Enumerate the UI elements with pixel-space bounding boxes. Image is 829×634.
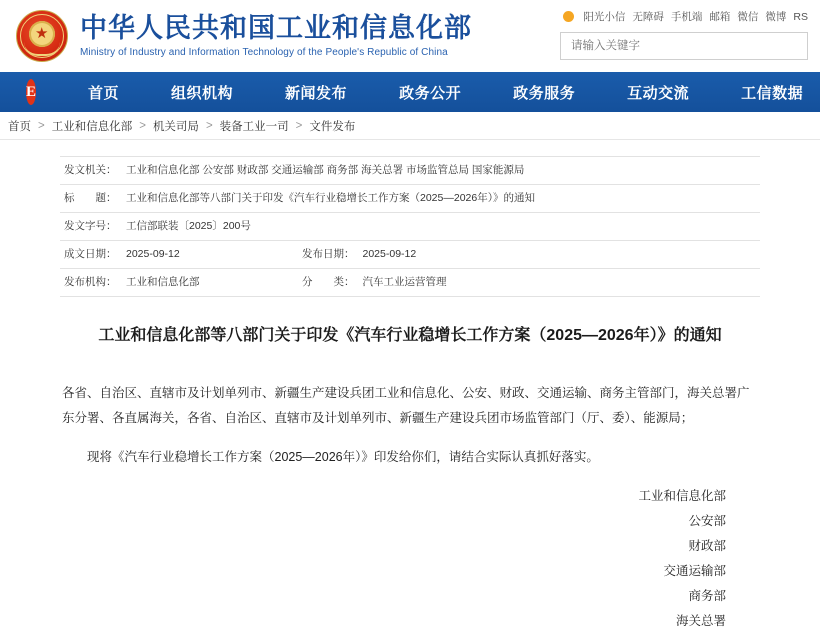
meta-label-docnum: 发文字号： bbox=[64, 220, 117, 232]
table-row bbox=[60, 157, 760, 185]
breadcrumb-separator: > bbox=[295, 119, 303, 132]
breadcrumb-item-3[interactable]: 装备工业一司 bbox=[219, 120, 289, 133]
nav-logo-icon[interactable]: E bbox=[26, 79, 36, 105]
site-header bbox=[0, 0, 820, 72]
meta-label-title: 标 题： bbox=[64, 192, 117, 204]
nav-item-affairs-public[interactable]: 政务公开 bbox=[399, 84, 462, 102]
sun-icon bbox=[563, 11, 574, 22]
document-paragraph-0: 各省、自治区、直辖市及计划单列市、新疆生产建设兵团工业和信息化、公安、财政、交通运输、商务主管部门，海关总署广东分署、各直属海关，各省、自治区、直辖市及计划单列市、新疆生产建设兵团市场监管部门（厅、委）、能源局； bbox=[62, 386, 750, 425]
top-link-3[interactable]: 邮箱 bbox=[709, 11, 731, 23]
meta-label-issuer: 发文机关： bbox=[64, 164, 117, 176]
signer-2: 财政部 bbox=[688, 539, 726, 553]
document-paragraph-1: 现将《汽车行业稳增长工作方案（2025—2026年）》印发给你们，请结合实际认真抓好落实。 bbox=[87, 450, 599, 464]
site-title-cn: 中华人民共和国工业和信息化部 bbox=[80, 13, 472, 43]
signer-3: 交通运输部 bbox=[663, 564, 726, 578]
meta-value-publisher: 工业和信息化部 bbox=[126, 276, 200, 288]
meta-label-completion-date: 成文日期： bbox=[64, 248, 117, 260]
national-emblem-icon: ★ bbox=[14, 8, 70, 64]
nav-item-data[interactable]: 工信数据 bbox=[741, 84, 804, 102]
nav-item-interaction[interactable]: 互动交流 bbox=[627, 84, 690, 102]
site-title-block bbox=[80, 12, 472, 60]
meta-value-title: 工业和信息化部等八部门关于印发《汽车行业稳增长工作方案（2025—2026年）》的通知 bbox=[126, 192, 535, 204]
breadcrumb-item-1[interactable]: 工业和信息化部 bbox=[51, 120, 133, 133]
meta-label-publish-date: 发布日期： bbox=[302, 248, 355, 260]
page-title: 工业和信息化部等八部门关于印发《汽车行业稳增长工作方案（2025—2026年）》的通知 bbox=[98, 327, 722, 344]
search-input[interactable] bbox=[569, 39, 799, 53]
breadcrumb-separator: > bbox=[205, 119, 213, 132]
top-link-6[interactable]: RS bbox=[793, 10, 808, 23]
breadcrumb-separator: > bbox=[139, 119, 146, 132]
header-utility-area bbox=[560, 0, 808, 60]
document-body bbox=[60, 359, 760, 470]
breadcrumb bbox=[0, 112, 820, 140]
nav-item-home[interactable]: 首页 bbox=[88, 84, 120, 102]
meta-label-publisher: 发布机构： bbox=[64, 276, 117, 288]
signer-0: 工业和信息化部 bbox=[638, 489, 726, 503]
document-content bbox=[0, 140, 820, 634]
main-nav bbox=[0, 72, 820, 112]
top-link-2[interactable]: 手机端 bbox=[670, 11, 703, 23]
breadcrumb-item-4[interactable]: 文件发布 bbox=[309, 120, 356, 133]
breadcrumb-separator: > bbox=[38, 119, 45, 132]
table-row bbox=[60, 269, 760, 297]
breadcrumb-item-2[interactable]: 机关司局 bbox=[152, 120, 199, 133]
top-link-0[interactable]: 阳光小信 bbox=[583, 11, 626, 23]
top-link-4[interactable]: 微信 bbox=[737, 11, 759, 23]
document-signers bbox=[60, 484, 760, 634]
search-box[interactable] bbox=[560, 32, 808, 60]
nav-item-news[interactable]: 新闻发布 bbox=[285, 84, 348, 102]
signer-5: 海关总署 bbox=[675, 614, 726, 628]
table-row bbox=[60, 213, 760, 241]
meta-value-issuer: 工业和信息化部 公安部 财政部 交通运输部 商务部 海关总署 市场监管总局 国家能源局 bbox=[126, 164, 525, 176]
nav-item-organization[interactable]: 组织机构 bbox=[171, 84, 234, 102]
nav-item-services[interactable]: 政务服务 bbox=[513, 84, 576, 102]
document-meta-table bbox=[60, 156, 760, 297]
top-links bbox=[560, 0, 808, 24]
meta-value-completion-date: 2025-09-12 bbox=[126, 248, 180, 260]
meta-value-publish-date: 2025-09-12 bbox=[362, 248, 417, 260]
top-link-5[interactable]: 微博 bbox=[765, 11, 787, 23]
breadcrumb-item-0[interactable]: 首页 bbox=[8, 120, 31, 133]
site-title-en: Ministry of Industry and Information Technology of the People's Republic of China bbox=[80, 47, 448, 58]
table-row bbox=[60, 241, 760, 269]
meta-value-category: 汽车工业运营管理 bbox=[362, 276, 447, 288]
signer-1: 公安部 bbox=[688, 514, 726, 528]
top-link-1[interactable]: 无障碍 bbox=[632, 11, 664, 23]
signer-4: 商务部 bbox=[688, 589, 726, 603]
table-row bbox=[60, 185, 760, 213]
meta-value-docnum: 工信部联装〔2025〕200号 bbox=[126, 220, 251, 232]
meta-label-category: 分 类： bbox=[302, 276, 355, 288]
